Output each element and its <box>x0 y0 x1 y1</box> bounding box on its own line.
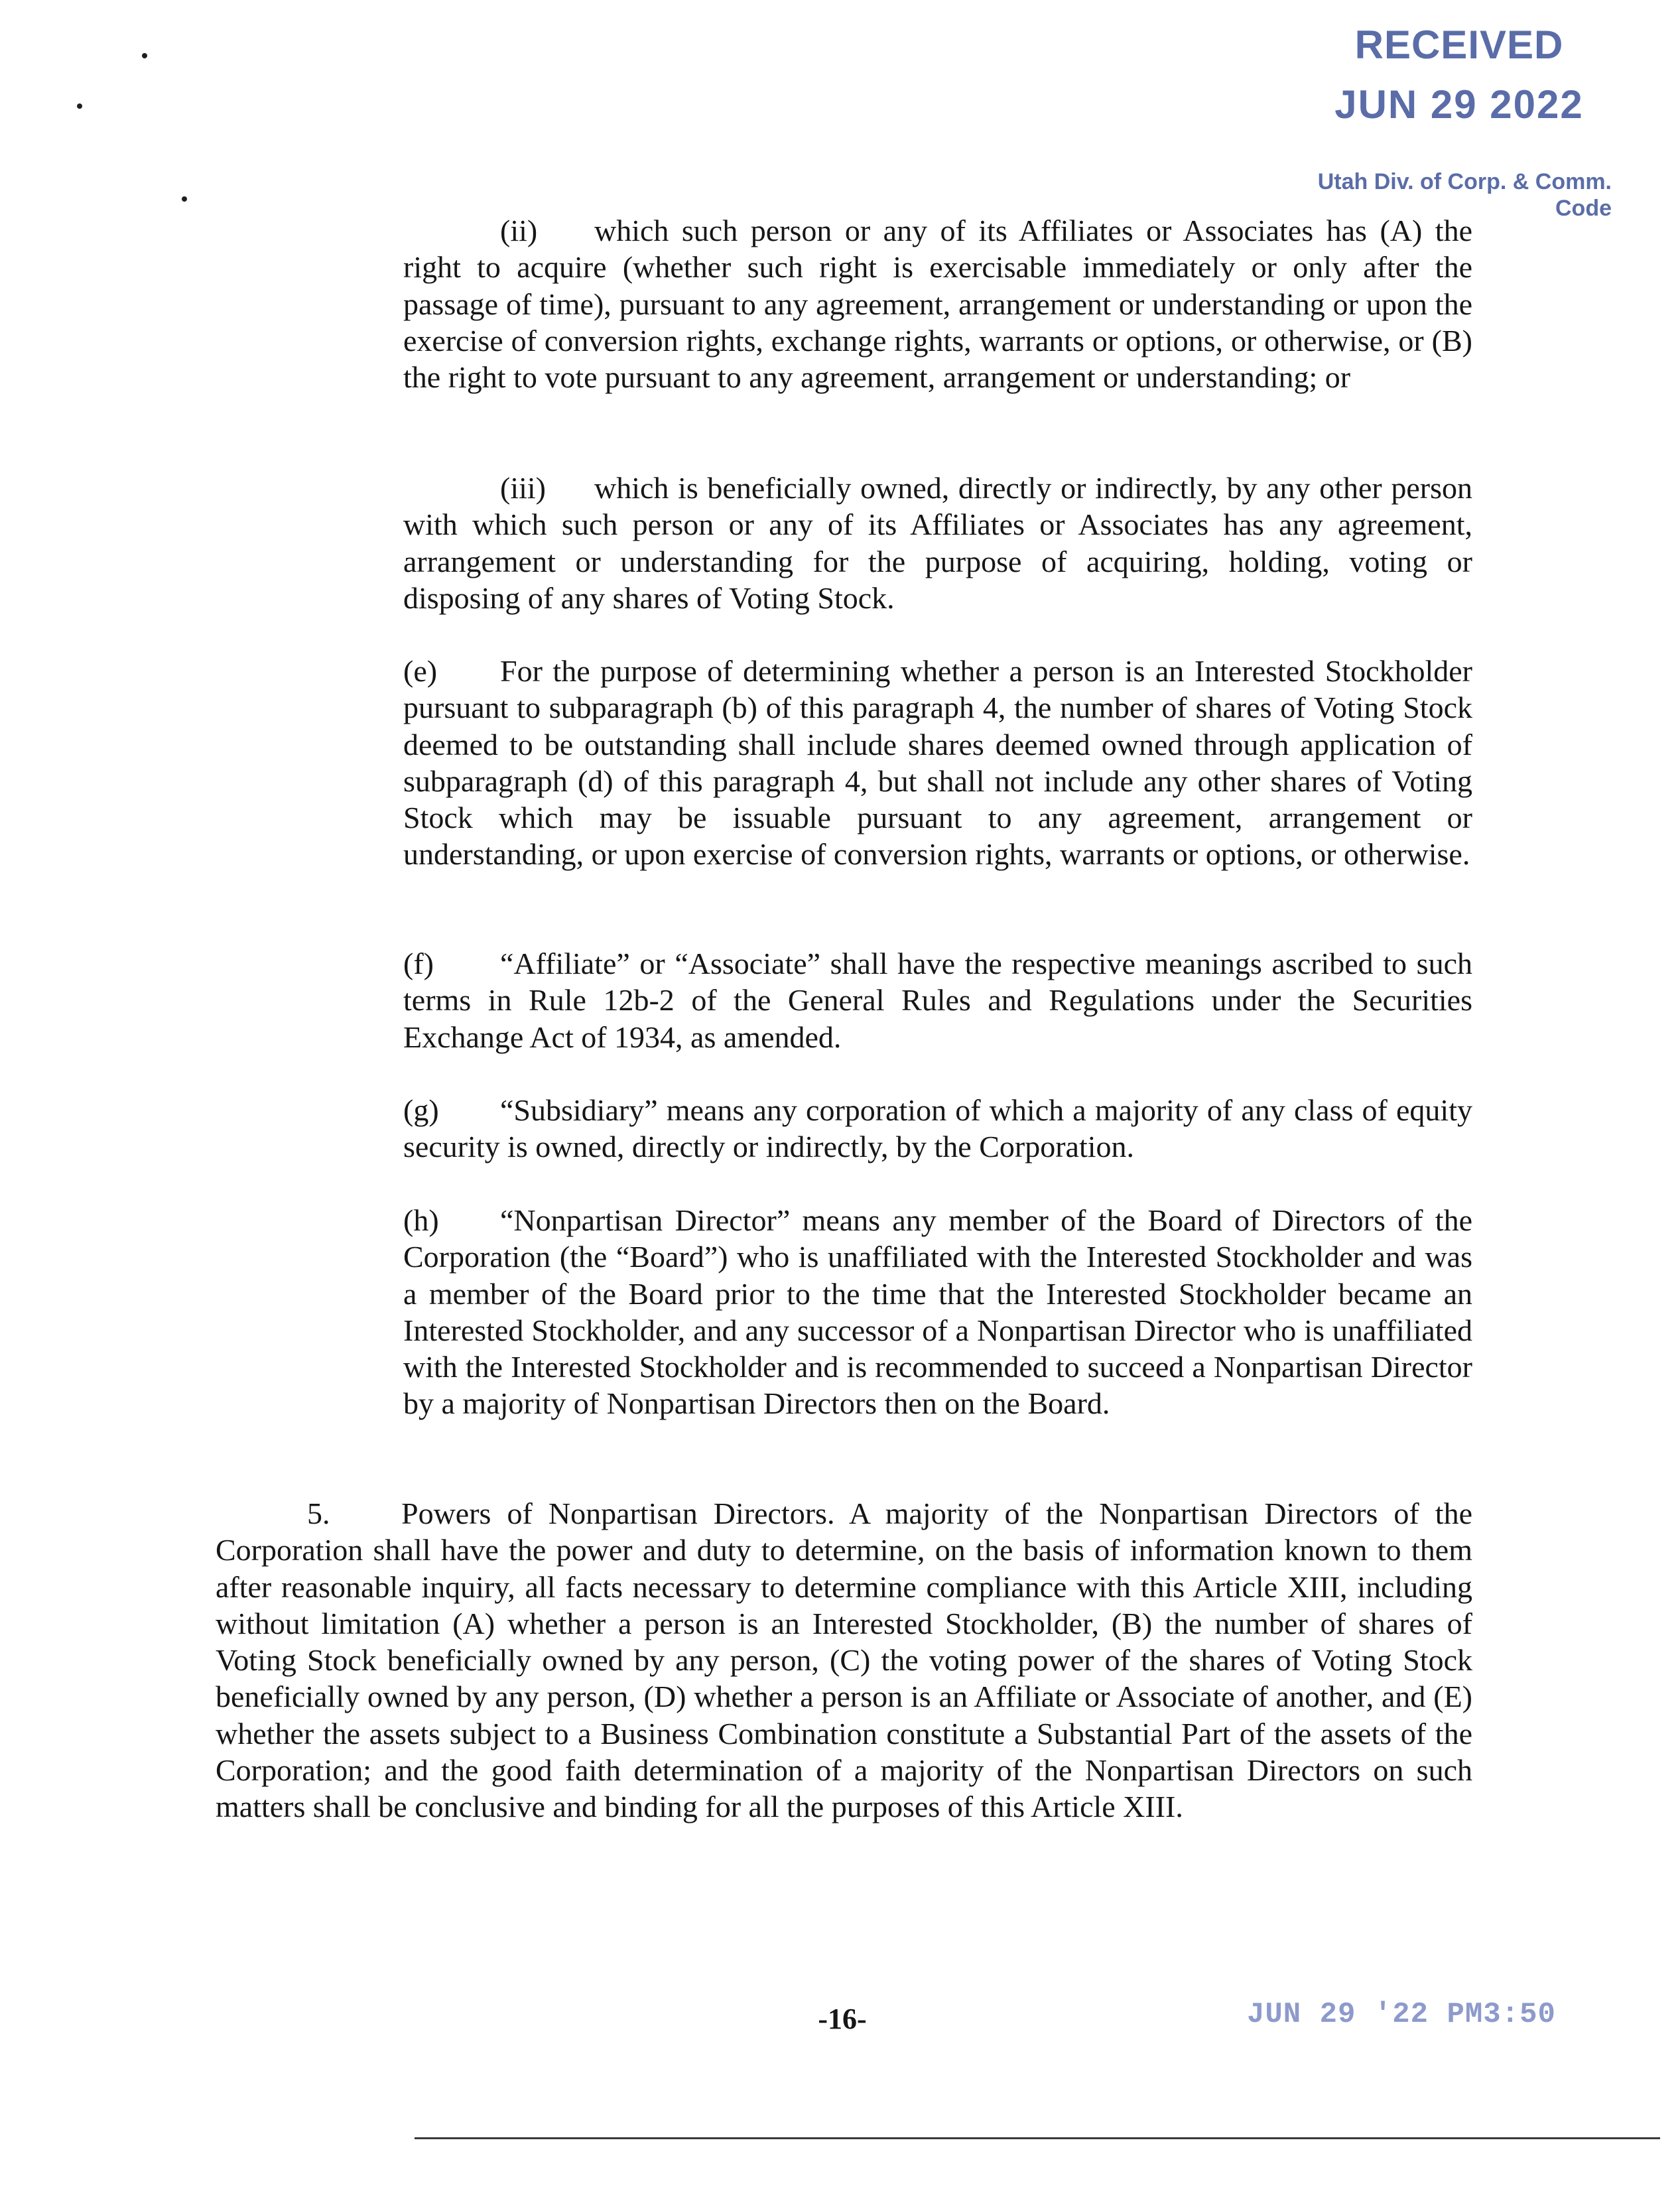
paragraph-text: which such person or any of its Affiliates or Associates has (A) the right to acquire (whether such right is exercisable immediately or only after the passage of time), pursuant to any agreement, arrangement or understanding or upon the exercise of conversion rights, exchange rights, warrants or options, or otherwise, or (B) the right to vote pursuant to any agreement, arrangement or understanding; or <box>403 214 1472 395</box>
paragraph-marker: (e) <box>403 654 438 688</box>
paragraph-f <box>403 945 1472 1055</box>
paragraph-marker: (iii) <box>500 471 546 505</box>
paragraph-text: which is beneficially owned, directly or indirectly, by any other person with which such person or any of its Affiliates or Associates has any agreement, arrangement or understanding for the purpose of acquiring, holding, voting or disposing of any shares of Voting Stock. <box>403 471 1472 615</box>
paragraph-marker: (f) <box>403 947 434 980</box>
paragraph-e <box>403 653 1472 873</box>
page-number: -16- <box>818 2003 867 2035</box>
paragraph-marker: 5. <box>307 1496 330 1530</box>
paragraph-ii <box>403 212 1472 395</box>
received-stamp-date: JUN 29 2022 <box>1334 82 1584 127</box>
paragraph-text: “Subsidiary” means any corporation of which a majority of any class of equity security is owned, directly or indirectly, by the Corporation. <box>403 1093 1472 1164</box>
received-stamp-title: RECEIVED <box>1354 23 1564 67</box>
footer-rule <box>415 2137 1660 2139</box>
scan-speck <box>77 103 82 109</box>
paragraph-marker: (g) <box>403 1093 439 1127</box>
filing-time-stamp: JUN 29 '22 PM3:50 <box>1247 1998 1556 2031</box>
paragraph-marker: (h) <box>403 1203 439 1237</box>
received-stamp-office: Utah Div. of Corp. & Comm. Code <box>1317 169 1612 221</box>
scan-speck <box>182 196 187 202</box>
scan-speck <box>142 53 147 58</box>
paragraph-5 <box>216 1495 1472 1825</box>
paragraph-marker: (ii) <box>500 214 538 247</box>
paragraph-text: “Affiliate” or “Associate” shall have the respective meanings ascribed to such terms in Rule 12b-2 of the General Rules and Regulations under the Securities Exchange Act of 1934, as amended. <box>403 947 1472 1054</box>
received-stamp <box>1317 20 1612 221</box>
paragraph-iii <box>403 470 1472 616</box>
paragraph-text: Powers of Nonpartisan Directors. A majority of the Nonpartisan Directors of the Corporation shall have the power and duty to determine, on the basis of information known to them after reasonable inquiry, all facts necessary to determine compliance with this Article XIII, including without limitation (A) whether a person is an Interested Stockholder, (B) the number of shares of Voting Stock beneficially owned by any person, (C) the voting power of the shares of Voting Stock beneficially owned by any person, (D) whether a person is an Affiliate or Associate of another, and (E) whether the assets subject to a Business Combination constitute a Substantial Part of the assets of the Corporation; and the good faith determination of a majority of the Nonpartisan Directors on such matters shall be conclusive and binding for all the purposes of this Article XIII. <box>216 1496 1472 1824</box>
paragraph-text: For the purpose of determining whether a person is an Interested Stockholder pursuant to subparagraph (b) of this paragraph 4, the number of shares of Voting Stock deemed to be outstanding shall include shares deemed owned through application of subparagraph (d) of this paragraph 4, but shall not include any other shares of Voting Stock which may be issuable pursuant to any agreement, arrangement or understanding, or upon exercise of conversion rights, warrants or options, or otherwise. <box>403 654 1472 872</box>
paragraph-g <box>403 1092 1472 1165</box>
paragraph-h <box>403 1202 1472 1422</box>
paragraph-text: “Nonpartisan Director” means any member of the Board of Directors of the Corporation (the “Board”) who is unaffiliated with the Interested Stockholder and was a member of the Board prior to the time that the Interested Stockholder became an Interested Stockholder, and any successor of a Nonpartisan Director who is unaffiliated with the Interested Stockholder and is recommended to succeed a Nonpartisan Director by a majority of Nonpartisan Directors then on the Board. <box>403 1203 1472 1421</box>
